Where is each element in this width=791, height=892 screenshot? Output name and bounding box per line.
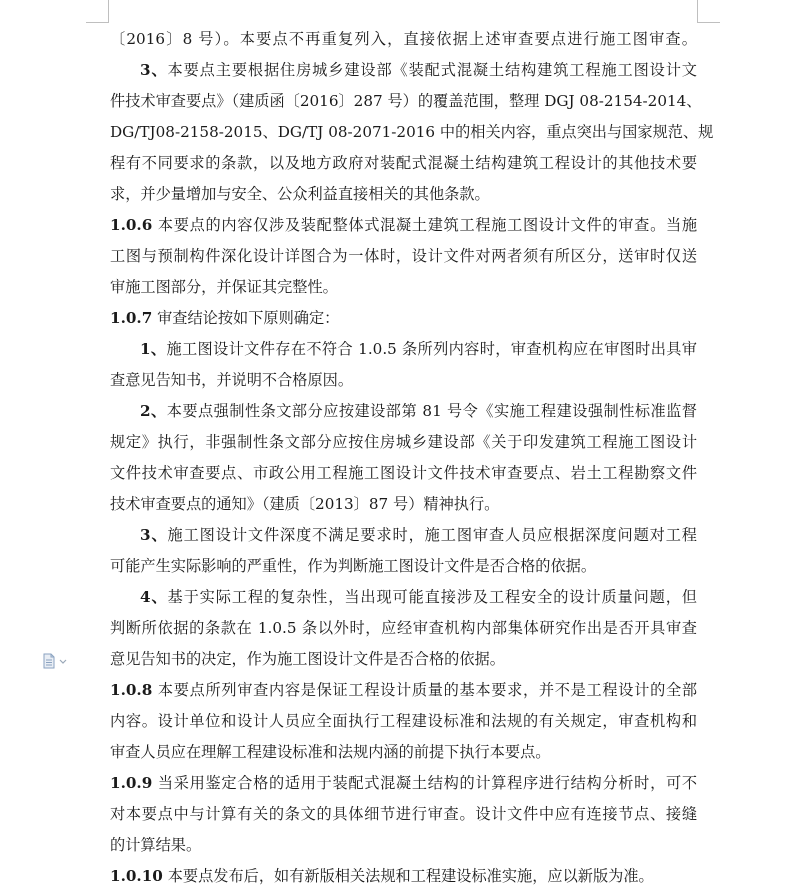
crop-mark-right [697,0,720,23]
paragraph-line: 1.0.9 当采用鉴定合格的适用于装配式混凝土结构的计算程序进行结构分析时，可不 [110,774,698,792]
paragraph-line: 件技术审查要点》（建质函〔2016〕287 号）的覆盖范围，整理 DGJ 08-2154-2014、 [110,92,702,110]
paragraph-line-partial: 1.0.10 本要点发布后，如有新版相关法规和工程建设标准实施，应以新版为准。 [110,867,654,885]
paragraph-line: 内容。设计单位和设计人员应全面执行工程建设标准和法规的有关规定，审查机构和 [110,712,697,730]
paragraph-line: 审施工图部分，并保证其完整性。 [110,278,338,296]
crop-mark-left [86,0,109,23]
paragraph-line: 3、施工图设计文件深度不满足要求时，施工图审查人员应根据深度问题对工程 [140,526,697,544]
paragraph-line: 对本要点中与计算有关的条文的具体细节进行审查。设计文件中应有连接节点、接缝 [110,805,697,823]
paragraph-line: 文件技术审查要点、市政公用工程施工图设计文件技术审查要点、岩土工程勘察文件 [110,464,697,482]
paragraph-line: 2、本要点强制性条文部分应按建设部第 81 号令《实施工程建设强制性标准监督 [140,402,697,420]
paragraph-line: 的计算结果。 [110,836,202,854]
paragraph-line: 查意见告知书，并说明不合格原因。 [110,371,353,389]
paragraph-line: 〔2016〕8 号）。本要点不再重复列入，直接依据上述审查要点进行施工图审查。 [110,30,697,48]
paragraph-line: 1、施工图设计文件存在不符合 1.0.5 条所列内容时，审查机构应在审图时出具审 [140,340,697,358]
document-options-icon-graphic [42,653,68,669]
paragraph-line: 意见告知书的决定，作为施工图设计文件是否合格的依据。 [110,650,505,668]
paragraph-line: 1.0.7 审查结论按如下原则确定： [110,309,340,327]
paragraph-line: 判断所依据的条款在 1.0.5 条以外时，应经审查机构内部集体研究作出是否开具审查 [110,619,697,637]
paragraph-line: 1.0.6 本要点的内容仅涉及装配整体式混凝土建筑工程施工图设计文件的审查。当施 [110,216,698,234]
paragraph-line: 程有不同要求的条款，以及地方政府对装配式混凝土结构建筑工程设计的其他技术要 [110,154,697,172]
paragraph-line: 规定》执行，非强制性条文部分应按住房城乡建设部《关于印发建筑工程施工图设计 [110,433,697,451]
paragraph-line: 审查人员应在理解工程建设标准和法规内涵的前提下执行本要点。 [110,743,551,761]
paragraph-line: 技术审查要点的通知》（建质〔2013〕87 号）精神执行。 [110,495,500,513]
paragraph-line: 工图与预制构件深化设计详图合为一体时，设计文件对两者须有所区分，送审时仅送 [110,247,697,265]
paragraph-line: 求，并少量增加与安全、公众利益直接相关的其他条款。 [110,185,490,203]
paragraph-line: 1.0.8 本要点所列审查内容是保证工程设计质量的基本要求，并不是工程设计的全部 [110,681,698,699]
document-options-icon[interactable] [42,653,68,669]
paragraph-line: 3、本要点主要根据住房城乡建设部《装配式混凝土结构建筑工程施工图设计文 [140,61,697,79]
paragraph-line: 4、基于实际工程的复杂性，当出现可能直接涉及工程安全的设计质量问题，但 [140,588,697,606]
paragraph-line: DG/TJ08-2158-2015、DG/TJ 08-2071-2016 中的相关内容，重点突出与国家规范、规 [110,123,714,141]
paragraph-line: 可能产生实际影响的严重性，作为判断施工图设计文件是否合格的依据。 [110,557,596,575]
document-body [110,24,714,885]
